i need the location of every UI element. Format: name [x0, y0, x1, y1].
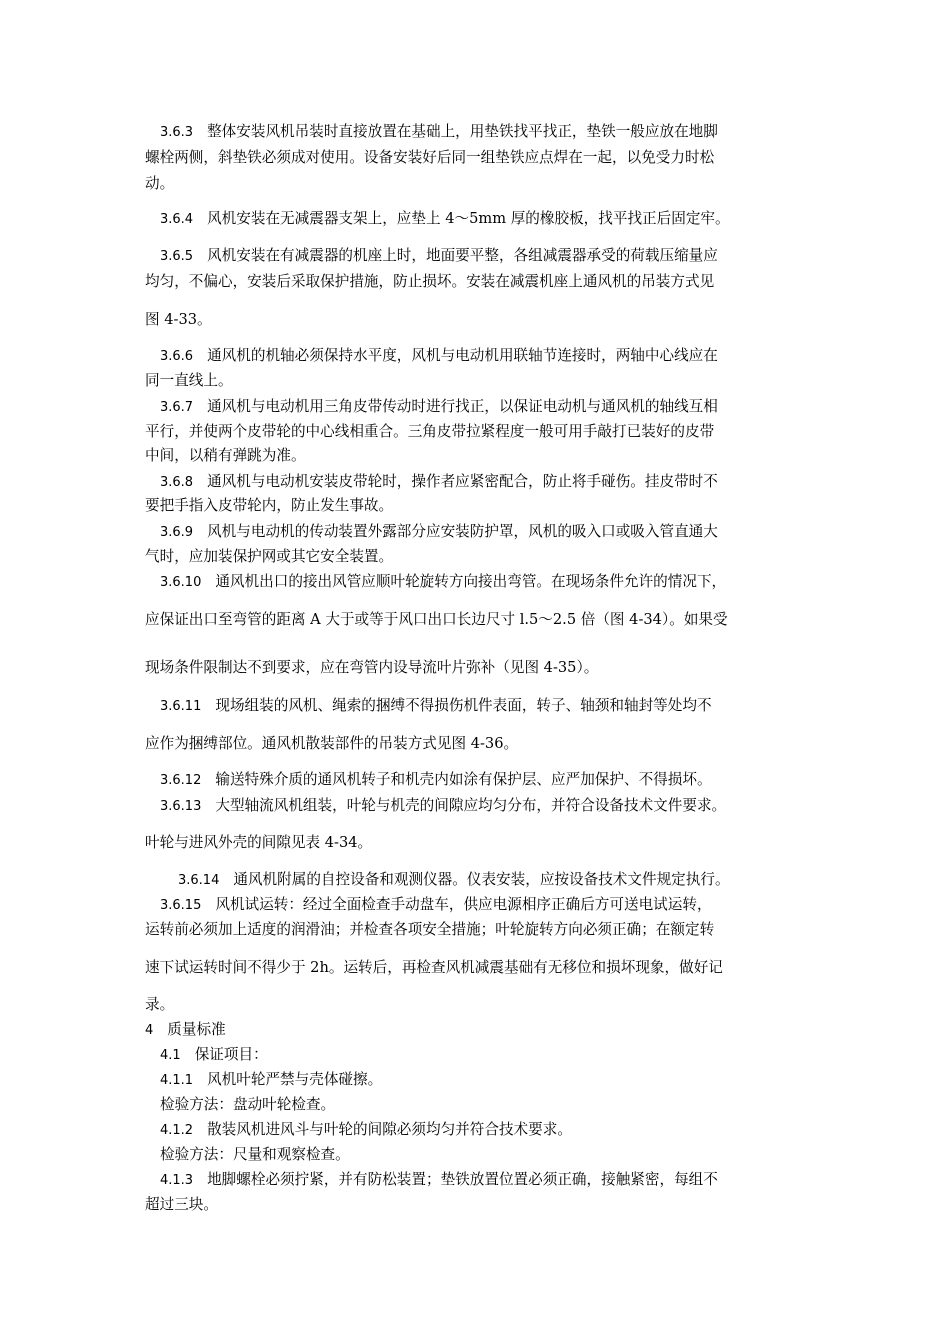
para-3-6-6-line-1	[160, 346, 718, 367]
clause-text: 同一直线上。	[145, 372, 233, 389]
clause-text: 地脚螺栓必须拧紧，并有防松装置；垫铁放置位置必须正确，接触紧密，每组不	[207, 1171, 718, 1188]
para-3-6-3-line-3	[145, 174, 174, 194]
clause-text: 通风机与电动机用三角皮带传动时进行找正，以保证电动机与通风机的轴线互相	[207, 398, 718, 415]
para-3-6-15-line-4	[145, 995, 174, 1015]
clause-text: 通风机附属的自控设备和观测仪器。仪表安装，应按设备技术文件规定执行。	[233, 871, 730, 888]
para-3-6-13-line-2	[145, 833, 372, 853]
clause-text: 通风机出口的接出风管应顺叶轮旋转方向接出弯管。在现场条件允许的情况下，	[215, 573, 727, 590]
clause-text: 风机叶轮严禁与壳体碰擦。	[207, 1071, 383, 1088]
clause-number: 3.6.12	[160, 773, 202, 788]
clause-text: 螺栓两侧，斜垫铁必须成对使用。设备安装好后同一组垫铁应点焊在一起，以免受力时松	[145, 149, 715, 166]
clause-number: 3.6.7	[160, 400, 194, 415]
inspection-method-4-1-1	[160, 1095, 335, 1115]
clause-text: 要把手指入皮带轮内，防止发生事故。	[145, 497, 394, 514]
clause-text: 平行，并使两个皮带轮的中心线相重合。三角皮带拉紧程度一般可用手敲打已装好的皮带	[145, 423, 715, 440]
para-3-6-7-line-3	[145, 446, 306, 466]
clause-text: 现场条件限制达不到要求，应在弯管内设导流叶片弥补（见图 4-35）。	[145, 659, 599, 676]
clause-text: 散装风机进风斗与叶轮的间隙必须均匀并符合技术要求。	[207, 1121, 572, 1138]
clause-text: 图 4-33。	[145, 311, 212, 328]
clause-text: 检验方法：尺量和观察检查。	[160, 1146, 350, 1163]
clause-number: 3.6.15	[160, 898, 202, 913]
clause-number: 3.6.13	[160, 799, 202, 814]
para-3-6-9-line-2	[145, 547, 393, 567]
clause-text: 气时，应加装保护网或其它安全装置。	[145, 548, 394, 565]
section-number: 4	[145, 1023, 154, 1038]
para-4-1	[160, 1045, 268, 1066]
para-3-6-4	[160, 209, 730, 230]
clause-text: 运转前必须加上适度的润滑油；并检查各项安全措施；叶轮旋转方向必须正确；在额定转	[145, 921, 715, 938]
inspection-method-4-1-2	[160, 1145, 350, 1165]
clause-number: 3.6.10	[160, 575, 202, 590]
clause-text: 输送特殊介质的通风机转子和机壳内如涂有保护层、应严加保护、不得损坏。	[215, 771, 712, 788]
section-title: 质量标准	[167, 1021, 226, 1038]
clause-number: 4.1.2	[160, 1123, 194, 1138]
clause-number: 3.6.5	[160, 249, 194, 264]
clause-number: 3.6.6	[160, 349, 194, 364]
clause-text: 风机试运转：经过全面检查手动盘车，供应电源相序正确后方可送电试运转，	[215, 896, 712, 913]
para-3-6-5-line-1	[160, 246, 718, 267]
para-3-6-15-line-1	[160, 895, 712, 916]
clause-text: 风机与电动机的传动装置外露部分应安装防护罩，风机的吸入口或吸入管直通大	[207, 523, 718, 540]
clause-text: 风机安装在有减震器的机座上时，地面要平整，各组减震器承受的荷载压缩量应	[207, 247, 718, 264]
clause-number: 3.6.11	[160, 699, 202, 714]
clause-text: 录。	[145, 996, 175, 1013]
clause-text: 现场组装的风机、绳索的捆缚不得损伤机件表面，转子、轴颈和轴封等处均不	[215, 697, 712, 714]
para-3-6-10-line-1	[160, 572, 726, 593]
para-4-1-1	[160, 1070, 382, 1091]
para-3-6-13-line-1	[160, 796, 726, 817]
clause-text: 超过三块。	[145, 1196, 218, 1213]
para-3-6-10-line-2	[145, 610, 728, 630]
para-3-6-5-line-2	[145, 272, 714, 292]
section-heading-4	[145, 1020, 226, 1041]
clause-number: 4.1	[160, 1048, 181, 1063]
clause-text: 中间，以稍有弹跳为准。	[145, 447, 306, 464]
clause-number: 3.6.3	[160, 125, 194, 140]
clause-number: 4.1.3	[160, 1173, 194, 1188]
clause-text: 应作为捆缚部位。通风机散装部件的吊装方式见图 4-36。	[145, 735, 519, 752]
clause-text: 均匀，不偏心，安装后采取保护措施，防止损坏。安装在减震机座上通风机的吊装方式见	[145, 273, 715, 290]
para-3-6-14	[178, 870, 730, 891]
clause-number: 3.6.8	[160, 475, 194, 490]
para-3-6-8-line-1	[160, 472, 718, 493]
clause-number: 3.6.9	[160, 525, 194, 540]
para-4-1-3-line-1	[160, 1170, 718, 1191]
para-3-6-6-line-2	[145, 371, 233, 391]
clause-text: 叶轮与进风外壳的间隙见表 4-34。	[145, 834, 373, 851]
para-3-6-15-line-2	[145, 920, 714, 940]
clause-number: 4.1.1	[160, 1073, 194, 1088]
para-3-6-7-line-1	[160, 397, 718, 418]
clause-text: 检验方法：盘动叶轮检查。	[160, 1096, 336, 1113]
clause-text: 风机安装在无减震器支架上，应垫上 4～5mm 厚的橡胶板，找平找正后固定牢。	[207, 210, 730, 227]
para-3-6-9-line-1	[160, 522, 718, 543]
clause-text: 通风机与电动机安装皮带轮时，操作者应紧密配合，防止将手碰伤。挂皮带时不	[207, 473, 718, 490]
para-4-1-2	[160, 1120, 572, 1141]
clause-text: 应保证出口至弯管的距离 A 大于或等于风口出口长边尺寸 l.5～2.5 倍（图 4-34）。如果受	[145, 611, 728, 628]
clause-number: 3.6.4	[160, 212, 194, 227]
para-3-6-12	[160, 770, 712, 791]
para-3-6-8-line-2	[145, 496, 393, 516]
clause-text: 整体安装风机吊装时直接放置在基础上，用垫铁找平找正，垫铁一般应放在地脚	[207, 123, 718, 140]
para-3-6-11-line-2	[145, 734, 518, 754]
clause-number: 3.6.14	[178, 873, 220, 888]
para-3-6-7-line-2	[145, 422, 714, 442]
clause-text: 速下试运转时间不得少于 2h。运转后，再检查风机减震基础有无移位和损坏现象，做好记	[145, 959, 723, 976]
para-3-6-5-line-3	[145, 310, 212, 330]
clause-text: 保证项目：	[194, 1046, 268, 1063]
para-3-6-10-line-3	[145, 658, 598, 678]
para-3-6-11-line-1	[160, 696, 712, 717]
clause-text: 通风机的机轴必须保持水平度，风机与电动机用联轴节连接时，两轴中心线应在	[207, 347, 718, 364]
clause-text: 大型轴流风机组装，叶轮与机壳的间隙应均匀分布，并符合设备技术文件要求。	[215, 797, 727, 814]
para-3-6-3-line-1	[160, 122, 718, 143]
para-3-6-15-line-3	[145, 958, 723, 978]
para-4-1-3-line-2	[145, 1195, 218, 1215]
para-3-6-3-line-2	[145, 148, 714, 168]
clause-text: 动。	[145, 175, 175, 192]
